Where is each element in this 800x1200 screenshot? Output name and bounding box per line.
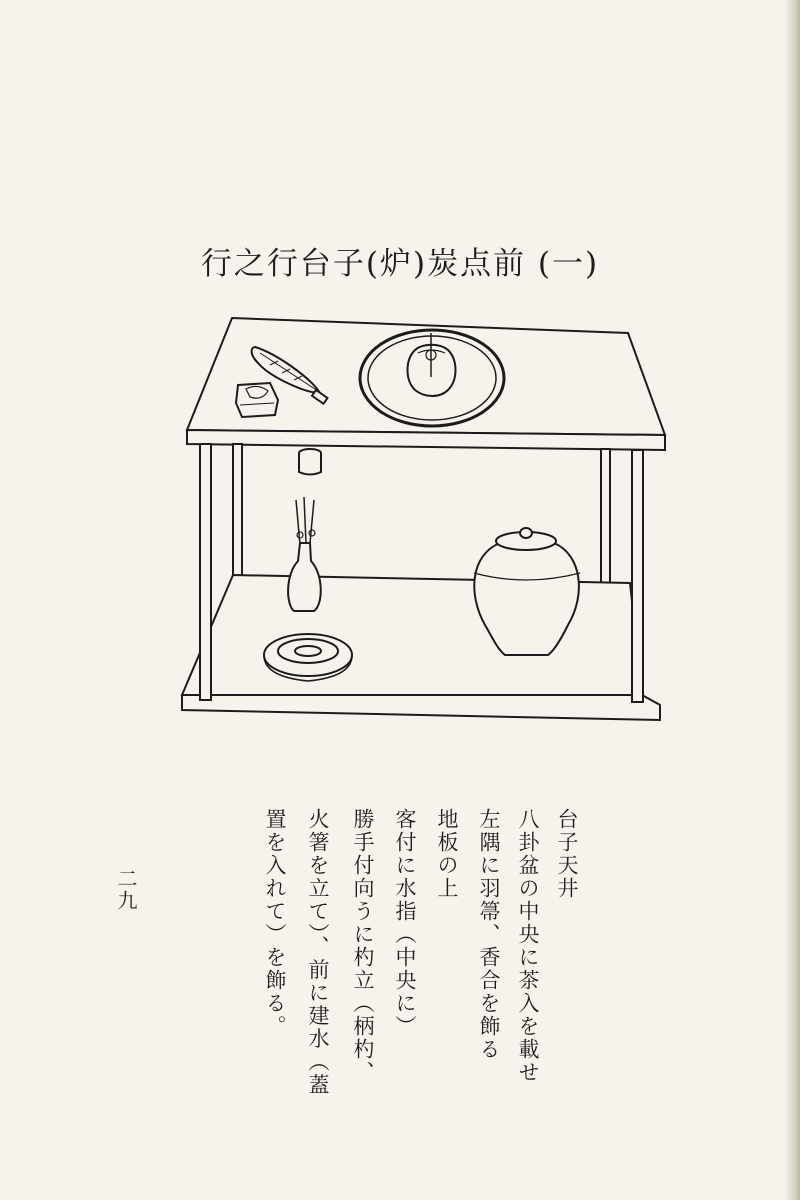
text-column-1: 台子天井 bbox=[555, 808, 579, 900]
ladle-stand bbox=[288, 497, 321, 611]
page-edge bbox=[786, 0, 800, 1200]
incense-case bbox=[236, 383, 278, 417]
text-column-4: 地板の上 bbox=[435, 808, 459, 900]
text-column-2: 八卦盆の中央に茶入を載せ bbox=[516, 808, 540, 1084]
text-column-6: 勝手付向うに杓立（柄杓、 bbox=[351, 808, 375, 1084]
waste-water-bowl bbox=[264, 634, 352, 681]
text-column-5: 客付に水指（中央に） bbox=[393, 808, 417, 1038]
text-column-8: 置を入れて）を飾る。 bbox=[263, 808, 287, 1038]
page-title: 行之行台子(炉)炭点前 (一) bbox=[200, 246, 600, 282]
page-number: 二九 bbox=[114, 868, 138, 912]
text-column-3: 左隅に羽箒、香合を飾る bbox=[477, 808, 501, 1061]
daisu-bottom-board bbox=[182, 575, 660, 720]
lid-rest bbox=[299, 449, 321, 475]
daisu-illustration bbox=[170, 305, 670, 730]
text-column-7: 火箸を立て）、前に建水（蓋 bbox=[306, 808, 330, 1097]
